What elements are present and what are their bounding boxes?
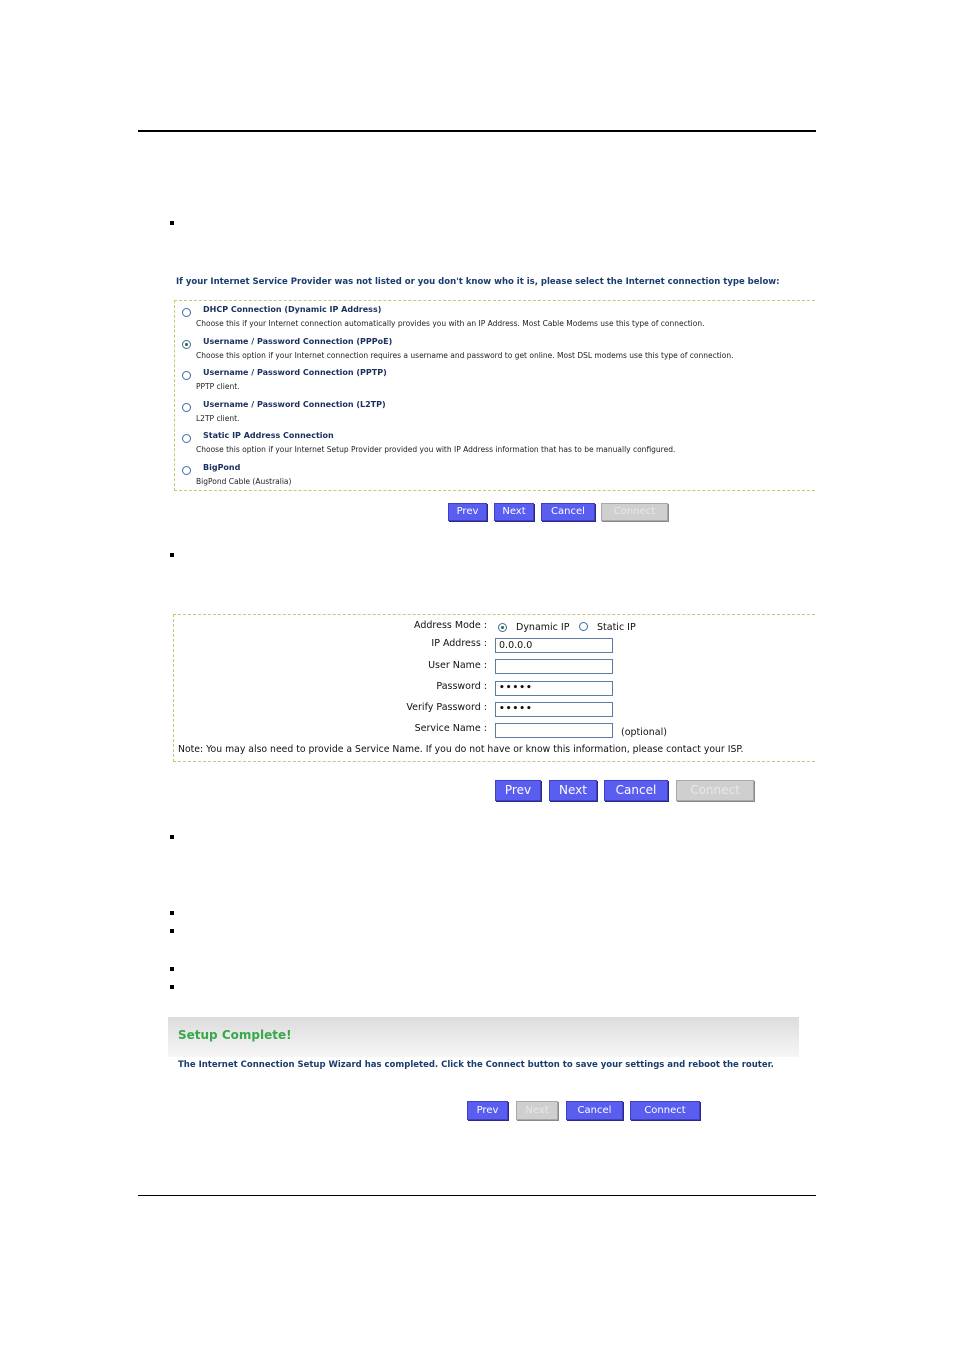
address-mode-label: Address Mode :: [414, 620, 487, 631]
next-button[interactable]: Next: [549, 780, 597, 801]
service-name-note: Note: You may also need to provide a Service Name. If you do not have or know this information, please contact your ISP.: [178, 744, 744, 755]
connection-type-panel: [174, 300, 815, 491]
service-name-field[interactable]: [495, 723, 613, 738]
ip-address-field[interactable]: 0.0.0.0: [495, 638, 613, 653]
option-static-ip[interactable]: [175, 431, 815, 459]
user-name-field[interactable]: [495, 659, 613, 674]
next-button[interactable]: Next: [494, 503, 534, 521]
option-pptp[interactable]: [175, 368, 815, 396]
option-dhcp[interactable]: [175, 305, 815, 333]
option-description: BigPond Cable (Australia): [196, 477, 292, 486]
verify-password-label: Verify Password :: [406, 702, 487, 713]
verify-password-field[interactable]: •••••: [495, 702, 613, 717]
option-l2tp[interactable]: [175, 400, 815, 428]
connect-button[interactable]: Connect: [601, 503, 668, 521]
setup-complete-header: [168, 1017, 799, 1057]
setup-complete-message: The Internet Connection Setup Wizard has completed. Click the Connect button to save your settings and reboot the router.: [178, 1060, 774, 1070]
service-name-label: Service Name :: [414, 723, 487, 734]
option-description: L2TP client.: [196, 414, 240, 423]
radio-l2tp[interactable]: [182, 403, 191, 412]
bullet-marker: [170, 967, 174, 971]
bullet-marker: [170, 929, 174, 933]
option-bigpond[interactable]: [175, 463, 815, 491]
option-pppoe[interactable]: [175, 337, 815, 365]
radio-dhcp[interactable]: [182, 308, 191, 317]
static-ip-label: Static IP: [597, 622, 636, 633]
option-title: Username / Password Connection (L2TP): [203, 400, 386, 409]
user-name-label: User Name :: [428, 660, 487, 671]
bullet-marker: [170, 911, 174, 915]
option-title: DHCP Connection (Dynamic IP Address): [203, 305, 382, 314]
cancel-button[interactable]: Cancel: [566, 1101, 623, 1120]
option-title: Static IP Address Connection: [203, 431, 334, 440]
connection-type-intro: If your Internet Service Provider was not listed or you don't know who it is, please select the Internet connection type below:: [176, 277, 780, 287]
prev-button[interactable]: Prev: [448, 503, 487, 521]
prev-button[interactable]: Prev: [495, 780, 541, 801]
cancel-button[interactable]: Cancel: [604, 780, 668, 801]
bullet-marker: [170, 553, 174, 557]
radio-static-ip[interactable]: [182, 434, 191, 443]
connect-button[interactable]: Connect: [630, 1101, 700, 1120]
top-rule: [138, 130, 816, 132]
option-description: Choose this option if your Internet connection requires a username and password to get online. Most DSL modems use this type of connection.: [196, 351, 734, 360]
bullet-marker: [170, 835, 174, 839]
option-description: PPTP client.: [196, 382, 240, 391]
optional-hint: (optional): [621, 727, 667, 738]
radio-static-ip-mode[interactable]: [579, 622, 588, 631]
option-title: Username / Password Connection (PPTP): [203, 368, 387, 377]
password-field[interactable]: •••••: [495, 681, 613, 696]
option-title: BigPond: [203, 463, 241, 472]
cancel-button[interactable]: Cancel: [541, 503, 595, 521]
ip-address-label: IP Address :: [431, 638, 487, 649]
radio-dynamic-ip[interactable]: [498, 623, 507, 632]
next-button[interactable]: Next: [516, 1101, 558, 1120]
connect-button[interactable]: Connect: [676, 780, 754, 801]
prev-button[interactable]: Prev: [467, 1101, 508, 1120]
bullet-marker: [170, 221, 174, 225]
setup-complete-title: Setup Complete!: [178, 1028, 292, 1042]
option-description: Choose this if your Internet connection automatically provides you with an IP Address. Most Cable Modems use this type of connection.: [196, 319, 705, 328]
password-label: Password :: [436, 681, 487, 692]
radio-bigpond[interactable]: [182, 466, 191, 475]
pppoe-settings-panel: [173, 614, 815, 762]
dynamic-ip-label: Dynamic IP: [516, 622, 570, 633]
option-title: Username / Password Connection (PPPoE): [203, 337, 393, 346]
radio-pppoe[interactable]: [182, 340, 191, 349]
option-description: Choose this option if your Internet Setup Provider provided you with IP Address information that has to be manually configured.: [196, 445, 676, 454]
bottom-rule: [138, 1195, 816, 1196]
radio-pptp[interactable]: [182, 371, 191, 380]
bullet-marker: [170, 985, 174, 989]
